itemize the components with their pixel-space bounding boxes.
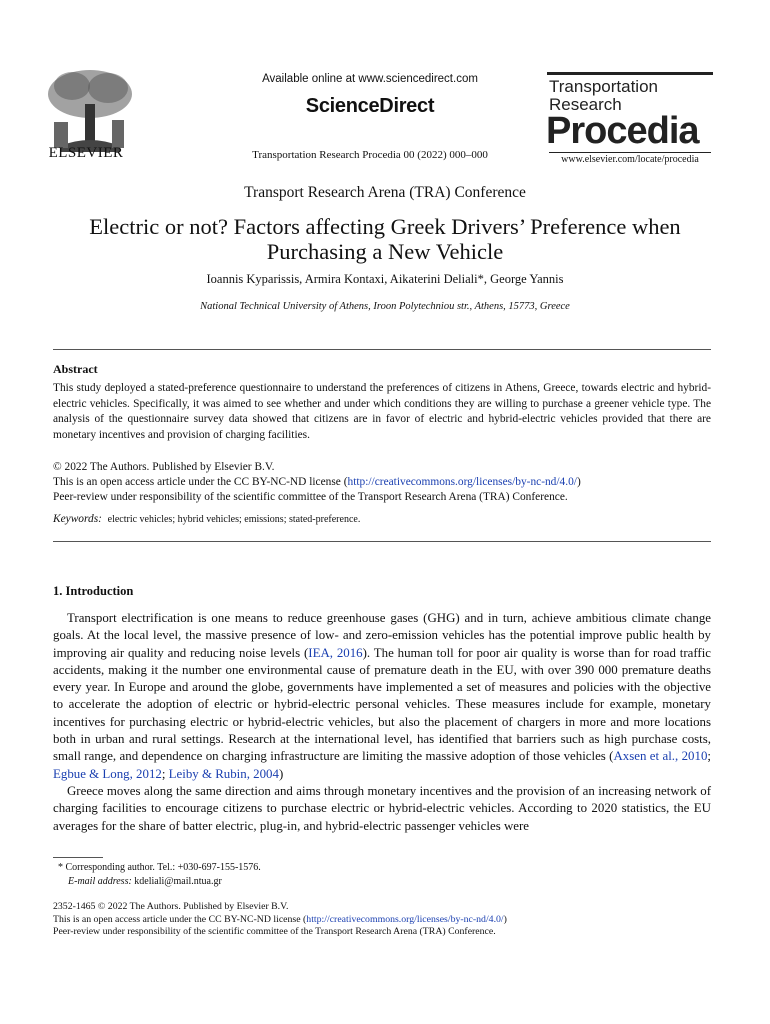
author-list: Ioannis Kyparissis, Armira Kontaxi, Aikaterini Deliali*, George Yannis: [206, 272, 564, 286]
introduction-body: [53, 610, 711, 835]
journal-logo-line1: Transportation: [549, 77, 658, 96]
affiliation: National Technical University of Athens, Iroon Polytechniou str., Athens, 15773, Greece: [200, 301, 570, 312]
text-run: Transport electrification is one means to reduce greenhouse gases (GHG) and in turn, achieve ambitious climate change goals. At the local level, the massive presence of low- and zero-emission vehicles has the potential improve public health by improving air quality and reducing noise levels (: [53, 611, 711, 660]
open-access-suffix: ): [576, 476, 581, 488]
conference-name: Transport Research Arena (TRA) Conference: [244, 184, 526, 201]
footer-peer-review: Peer-review under responsibility of the scientific committee of the Transport Research Arena (TRA) Conference.: [53, 926, 496, 938]
email-label: E-mail address:: [68, 876, 132, 887]
email-address[interactable]: kdeliali@mail.ntua.gr: [134, 876, 222, 887]
footer-license-link[interactable]: http://creativecommons.org/licenses/by-nc-nd/4.0/: [306, 913, 504, 925]
abstract-text: This study deployed a stated-preference questionnaire to understand the preferences of citizens in Athens, Greece, towards electric and hybrid-electric vehicles. Specifically, it was aimed to see whether and under which conditions they are willing to purchase a greener vehicle type. The analysis of the questionnaire survey data showed that citizens are in favor of electric and hybrid-electric vehicles provided that there are monetary incentives and provision of charging facilities.: [53, 382, 711, 442]
text-run: ;: [707, 749, 711, 764]
citation-link[interactable]: Leiby & Rubin, 2004: [168, 766, 279, 781]
section-heading-introduction: 1. Introduction: [53, 584, 134, 598]
sciencedirect-logo: ScienceDirect: [305, 95, 435, 117]
footer-issn: 2352-1465 © 2022 The Authors. Published by Elsevier B.V.: [53, 901, 289, 912]
journal-logo-line2: Research: [549, 95, 622, 114]
journal-logo-line3: Procedia: [546, 110, 699, 152]
license-link[interactable]: http://creativecommons.org/licenses/by-nc-nd/4.0/: [347, 476, 577, 488]
page-footer: [53, 901, 723, 939]
intro-paragraph-1: [53, 610, 711, 783]
elsevier-wordmark: ELSEVIER: [48, 145, 124, 161]
abstract-open-access: [53, 475, 711, 491]
keywords-label: Keywords:: [53, 513, 102, 525]
keywords: [53, 513, 711, 525]
journal-logo-rule: [547, 72, 713, 75]
divider-bottom: [53, 541, 711, 542]
footer-oa-suffix: ): [503, 913, 507, 925]
abstract-peer-review: Peer-review under responsibility of the scientific committee of the Transport Research Arena (TRA) Conference.: [53, 491, 568, 503]
available-online-text: Available online at www.sciencedirect.com: [262, 73, 478, 85]
abstract-heading: Abstract: [53, 362, 98, 376]
footer-oa-prefix: This is an open access article under the CC BY-NC-ND license (: [53, 913, 307, 925]
citation-link[interactable]: IEA, 2016: [308, 645, 363, 660]
footnote-rule: [53, 857, 103, 858]
divider-top: [53, 349, 711, 350]
paper-title: Electric or not? Factors affecting Greek Drivers’ Preference when Purchasing a New Vehicle: [89, 214, 681, 264]
footer-open-access: [53, 914, 723, 927]
text-run: ;: [161, 766, 169, 781]
open-access-prefix: This is an open access article under the CC BY-NC-ND license (: [53, 476, 348, 488]
keywords-values: electric vehicles; hybrid vehicles; emissions; stated-preference.: [107, 514, 361, 525]
text-run: ): [278, 766, 284, 781]
email-note: [68, 876, 222, 887]
citation-link[interactable]: Egbue & Long, 2012: [53, 766, 162, 781]
corresponding-author-note: * Corresponding author. Tel.: +030-697-155-1576.: [58, 862, 261, 873]
citation-link[interactable]: Axsen et al., 2010: [613, 749, 708, 764]
abstract-copyright: © 2022 The Authors. Published by Elsevier B.V.: [53, 461, 275, 473]
journal-url-link[interactable]: www.elsevier.com/locate/procedia: [549, 152, 711, 165]
journal-reference: Transportation Research Procedia 00 (2022) 000–000: [252, 149, 488, 161]
text-run: ). The human toll for poor air quality is worse than for road traffic accidents, making it the number one environmental cause of premature death in the EU, with over 390 000 premature deaths every year. In Europe and around the globe, governments have implemented a set of measures and policies with the objective to accelerate the adoption of electric or hybrid-electric personal vehicles. These measures include for example, monetary incentives for purchasing electric or hybrid-electric vehicles, but also the placement of chargers in more and more locations both in urban and rural settings. Research at the international level, has identified that barriers such as high purchase costs, small range, and dependence on charging infrastructure are limiting the massive adoption of those vehicles (: [53, 645, 712, 764]
intro-paragraph-2: Greece moves along the same direction and aims through monetary incentives and the provision of an increasing network of charging facilities to encourage citizens to purchase electric or hybrid-electric vehicles. According to 2020 statistics, the EU averages for the share of batter electric, plug-in, and hybrid-electric passenger vehicles were: [53, 783, 711, 833]
